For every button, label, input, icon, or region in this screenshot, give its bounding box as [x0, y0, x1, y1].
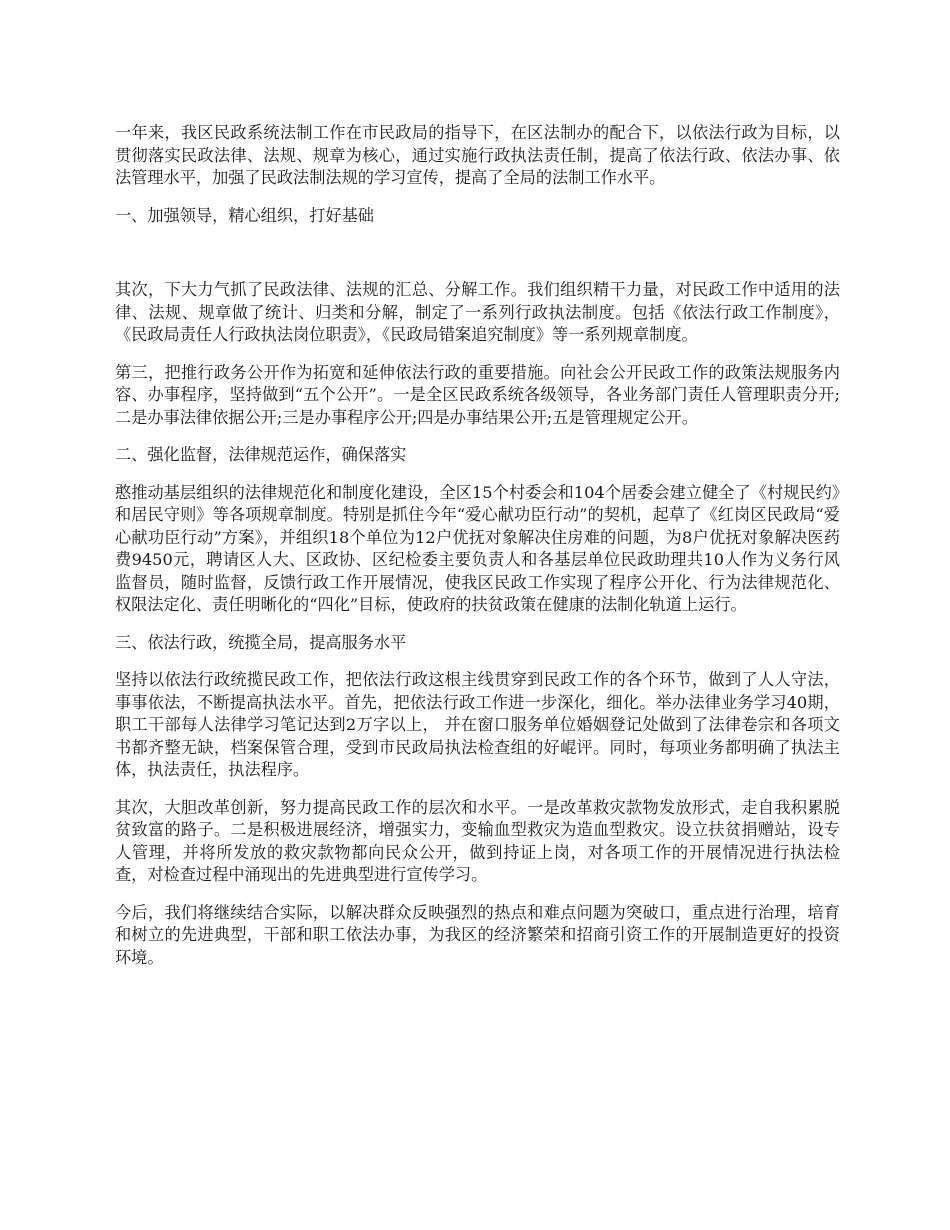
- section-2-paragraph-1: 憨推动基层组织的法律规范化和制度化建设，全区15个村委会和104个居委会建立健全了《村规民约》和居民守则》等各项规章制度。特别是抓住今年“爱心献功臣行动”的契机，起草了《红岗区民政局“爱心献功臣行动”方案》，并组织18个单位为12户优抚对象解决住房难的问题，为8户优抚对象解决医药费9450元，聘请区人大、区政协、区纪检委主要负责人和各基层单位民政助理共10人作为义务行风监督员，随时监督，反馈行政工作开展情况，使我区民政工作实现了程序公开化、行为法律规范化、权限法定化、责任明晰化的“四化”目标，使政府的扶贫政策在健康的法制化轨道上运行。: [115, 482, 840, 614]
- intro-paragraph: 一年来，我区民政系统法制工作在市民政局的指导下，在区法制办的配合下，以依法行政为目标，以贯彻落实民政法律、法规、规章为核心，通过实施行政执法责任制，提高了依法行政、依法办事、依法管理水平，加强了民政法制法规的学习宣传，提高了全局的法制工作水平。: [115, 123, 840, 187]
- section-1-paragraph-2: 第三，把推行政务公开作为拓宽和延伸依法行政的重要措施。向社会公开民政工作的政策法规服务内容、办事程序，坚持做到“五个公开”。一是全区民政系统各级领导，各业务部门责任人管理职责分开;二是办事法律依据公开;三是办事程序公开;四是办事结果公开;五是管理规定公开。: [115, 362, 840, 427]
- section-2-heading: 二、强化监督，法律规范运作，确保落实: [115, 445, 407, 464]
- document-body: [115, 122, 840, 984]
- section-3-heading: 三、依法行政，统揽全局，提高服务水平: [115, 632, 407, 652]
- blank-space: [115, 242, 840, 279]
- section-3-paragraph-2: 其次，大胆改革创新，努力提高民政工作的层次和水平。一是改革救灾款物发放形式，走自我积累脱贫致富的路子。二是积极进展经济，增强实力，变输血型救灾为造血型救灾。设立扶贫捐赠站，设专人管理，并将所发放的救灾款物都向民众公开，做到持证上岗，对各项工作的开展情况进行执法检查，对检查过程中涌现出的先进典型进行宣传学习。: [115, 797, 840, 884]
- section-3-paragraph-1: 坚持以依法行政统揽民政工作，把依法行政这根主线贯穿到民政工作的各个环节，做到了人人守法，事事依法，不断提高执法水平。首先，把依法行政工作进一步深化，细化。举办法律业务学习40期，职工干部每人法律学习笔记达到2万字以上， 并在窗口服务单位婚姻登记处做到了法律卷宗和各项文书都齐整无缺，档案保管合理，受到市民政局执法检查组的好崐评。同时，每项业务都明确了执法主体，执法责任，执法程序。: [115, 670, 840, 779]
- section-1-paragraph-1: 其次，下大力气抓了民政法律、法规的汇总、分解工作。我们组织精干力量，对民政工作中适用的法律、法规、规章做了统计、归类和分解，制定了一系列行政执法制度。包括《依法行政工作制度》，《民政局责任人行政执法岗位职责》，《民政局错案追究制度》等一系列规章制度。: [115, 280, 840, 344]
- section-3-paragraph-3: 今后，我们将继续结合实际，以解决群众反映强烈的热点和难点问题为突破口，重点进行治理，培育和树立的先进典型，干部和职工依法办事，为我区的经济繁荣和招商引资工作的开展制造更好的投资环境。: [115, 902, 840, 967]
- section-1-heading: 一、加强领导，精心组织，打好基础: [115, 205, 374, 225]
